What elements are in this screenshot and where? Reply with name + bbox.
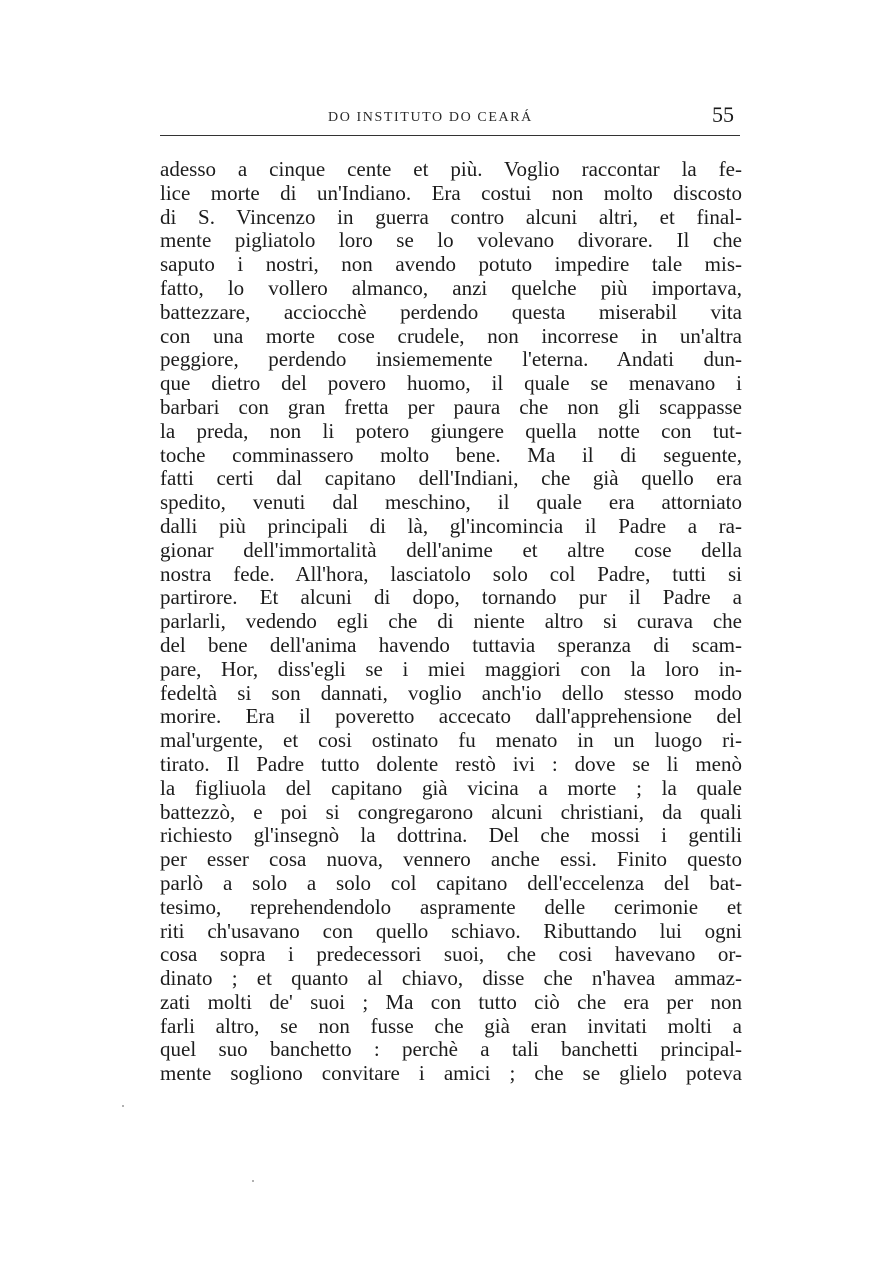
text-line: tesimo, reprehendendolo aspramente delle cerimonie et <box>160 894 742 919</box>
text-line: partirore. Et alcuni di dopo, tornando pur il Padre a <box>160 585 742 610</box>
text-line: mal'urgente, et cosi ostinato fu menato in un luogo ri- <box>160 728 742 753</box>
text-line: parlarli, vedendo egli che di niente altro si curava che <box>160 609 742 634</box>
text-line: battezzare, acciocchè perdendo questa miserabil vita <box>160 299 742 324</box>
text-line: la preda, non li potero giungere quella notte con tut- <box>160 418 742 443</box>
text-line: spedito, venuti dal meschino, il quale era attorniato <box>160 490 742 515</box>
text-line: mente sogliono convitare i amici ; che se glielo poteva <box>160 1061 742 1086</box>
text-line: tirato. Il Padre tutto dolente restò ivi : dove se li menò <box>160 751 742 776</box>
text-line: farli altro, se non fusse che già eran invitati molti a <box>160 1013 742 1038</box>
text-line: parlò a solo a solo col capitano dell'eccelenza del bat- <box>160 870 742 895</box>
text-line: dinato ; et quanto al chiavo, disse che n'havea ammaz- <box>160 966 742 991</box>
text-line: di S. Vincenzo in guerra contro alcuni altri, et final- <box>160 204 742 229</box>
running-head <box>160 100 740 134</box>
text-line: cosa sopra i predecessori suoi, che cosi havevano or- <box>160 942 742 967</box>
text-line: lice morte di un'Indiano. Era costui non molto discosto <box>160 180 742 205</box>
text-line: fatto, lo vollero almanco, anzi quelche più importava, <box>160 275 742 300</box>
text-line: toche comminassero molto bene. Ma il di seguente, <box>160 442 742 467</box>
scan-speck <box>122 1105 124 1107</box>
text-line: saputo i nostri, non avendo potuto impedire tale mis- <box>160 252 742 277</box>
text-line: fatti certi dal capitano dell'Indiani, che già quello era <box>160 466 742 491</box>
text-line: gionar dell'immortalità dell'anime et altre cose della <box>160 537 742 562</box>
text-line: morire. Era il poveretto accecato dall'apprehensione del <box>160 704 742 729</box>
text-line: riti ch'usavano con quello schiavo. Ributtando lui ogni <box>160 918 742 943</box>
text-line: con una morte cose crudele, non incorrese in un'altra <box>160 323 742 348</box>
text-line: quel suo banchetto : perchè a tali banchetti principal- <box>160 1037 742 1062</box>
text-line: fedeltà si son dannati, voglio anch'io dello stesso modo <box>160 680 742 705</box>
page-number: 55 <box>712 102 734 127</box>
text-line: per esser cosa nuova, vennero anche essi. Finito questo <box>160 847 742 872</box>
text-line: adesso a cinque cente et più. Voglio raccontar la fe- <box>160 157 742 181</box>
text-line: que dietro del povero huomo, il quale se menavano i <box>160 371 742 396</box>
text-line: pare, Hor, diss'egli se i miei maggiori con la loro in- <box>160 656 742 681</box>
text-line: dalli più principali di là, gl'incomincia il Padre a ra- <box>160 513 742 538</box>
body-text <box>160 158 742 1086</box>
scan-speck <box>252 1180 254 1182</box>
header-rule <box>160 135 740 136</box>
text-line: richiesto gl'insegnò la dottrina. Del che mossi i gentili <box>160 823 742 848</box>
text-line: zati molti de' suoi ; Ma con tutto ciò che era per non <box>160 989 742 1014</box>
text-line: battezzò, e poi si congregarono alcuni christiani, da quali <box>160 799 742 824</box>
text-line: barbari con gran fretta per paura che non gli scappasse <box>160 394 742 419</box>
text-line: peggiore, perdendo insiememente l'eterna. Andati dun- <box>160 347 742 372</box>
running-title: DO INSTITUTO DO CEARÁ <box>328 110 533 125</box>
text-line: del bene dell'anima havendo tuttavia speranza di scam- <box>160 632 742 657</box>
text-line: nostra fede. All'hora, lasciatolo solo col Padre, tutti si <box>160 561 742 586</box>
text-line: la figliuola del capitano già vicina a morte ; la quale <box>160 775 742 800</box>
text-line: mente pigliatolo loro se lo volevano divorare. Il che <box>160 228 742 253</box>
